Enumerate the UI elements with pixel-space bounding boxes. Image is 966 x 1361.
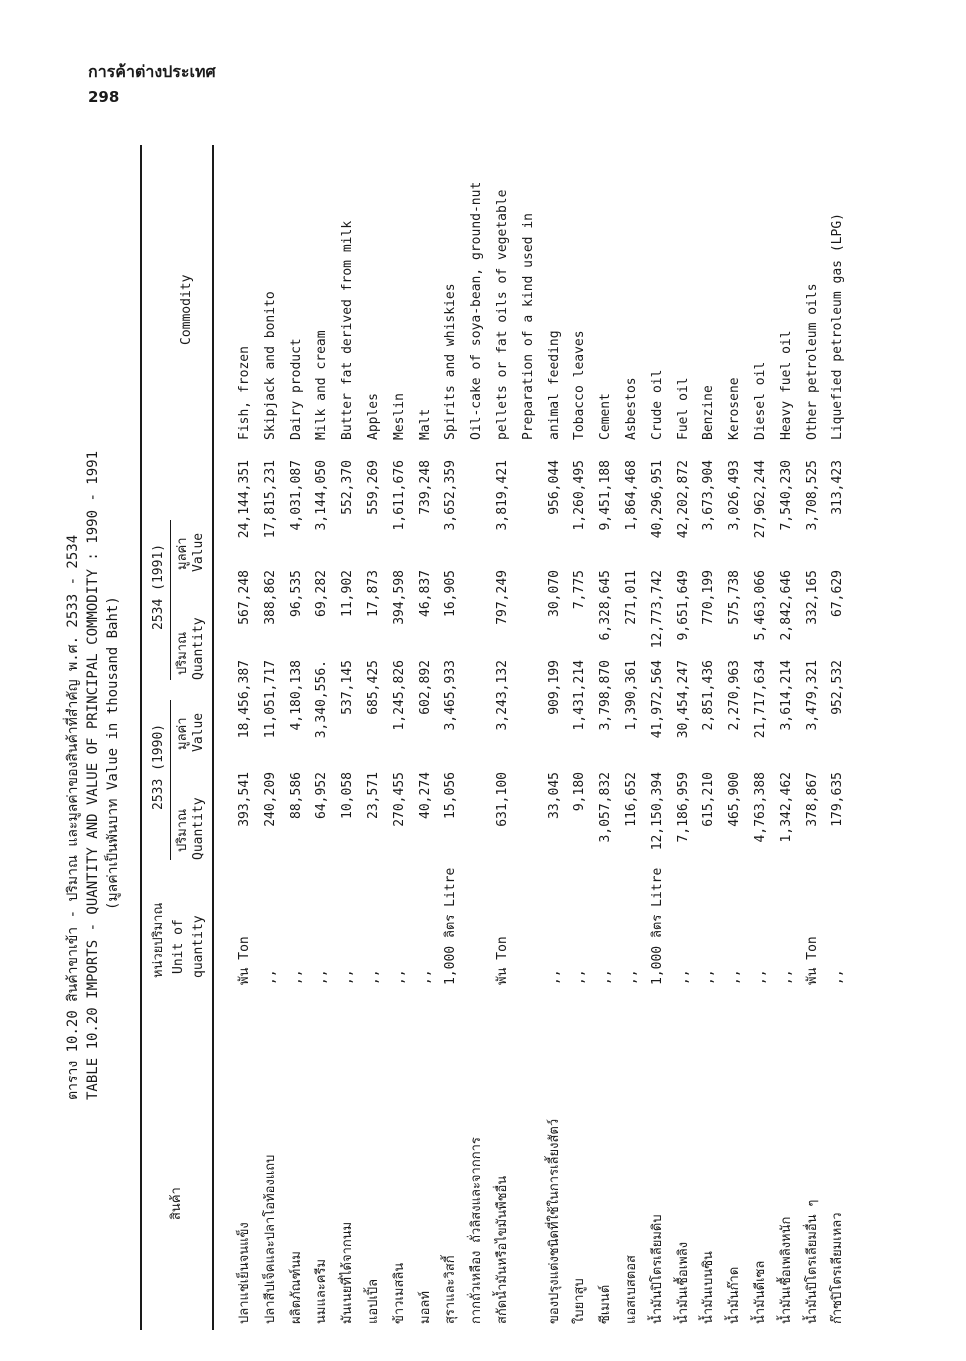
- commodity-en-cell: Crude oil: [649, 369, 665, 440]
- commodity-th-cell: มอลท์: [417, 1291, 433, 1324]
- header-val-en-1: Value: [191, 712, 206, 752]
- quantity-1990-cell: 10,058: [340, 772, 356, 819]
- value-1990-cell: 3,479,321: [804, 660, 820, 731]
- header-unit-en2: quantity: [191, 915, 206, 978]
- value-1991-cell: 313,423: [830, 460, 846, 515]
- value-1991-cell: 24,144,351: [237, 460, 252, 539]
- quantity-1990-cell: 270,455: [391, 772, 407, 827]
- commodity-th-cell: มันเนยที่ได้จากนม: [340, 1221, 356, 1324]
- quantity-1990-cell: 615,210: [701, 772, 717, 827]
- value-1991-cell: 7,540,230: [778, 460, 794, 531]
- quantity-1991-cell: 96,535: [288, 570, 304, 617]
- commodity-th-cell: ซีเมนต์: [598, 1284, 614, 1324]
- value-1991-cell: 4,031,087: [288, 460, 304, 531]
- commodity-en-cell: Cement: [598, 393, 614, 440]
- header-qty-en-2: Quantity: [191, 617, 206, 680]
- value-1991-cell: 1,864,468: [624, 460, 639, 531]
- value-1991-cell: 27,962,244: [753, 460, 768, 539]
- header-val-en-2: Value: [191, 532, 206, 572]
- year2-rule: [170, 520, 171, 680]
- commodity-th-cell: ข้าวเมสลิน: [391, 1262, 407, 1324]
- commodity-th-cell: สุราและวิสกี้: [443, 1255, 459, 1324]
- value-1990-cell: 537,145: [340, 660, 356, 715]
- quantity-1990-cell: 33,045: [546, 772, 562, 819]
- quantity-1990-cell: 179,635: [830, 772, 846, 827]
- header-unit-en1: Unit of: [171, 919, 186, 974]
- commodity-th-cell: ใบยาสูบ: [572, 1278, 588, 1324]
- value-1990-cell: 3,243,132: [495, 660, 510, 731]
- quantity-1990-cell: 12,150,394: [649, 772, 665, 851]
- commodity-th-cell: น้ำมันดีเซล: [753, 1260, 768, 1324]
- value-1991-cell: 17,815,231: [262, 460, 278, 539]
- value-1990-cell: 602,892: [417, 660, 433, 715]
- quantity-1990-cell: 15,056: [443, 772, 459, 819]
- quantity-1991-cell: 394,598: [391, 570, 407, 625]
- commodity-en-cell: animal feeding: [546, 330, 562, 440]
- commodity-en-cell: Liquefied petroleum gas (LPG): [830, 213, 846, 440]
- header-rule: [212, 145, 214, 1330]
- quantity-1991-cell: 67,629: [830, 570, 846, 617]
- unit-cell: 1,000 ลิตร Litre: [649, 867, 665, 985]
- quantity-1991-cell: 17,873: [366, 570, 381, 617]
- header-val-th-2: มูลค่า: [175, 537, 190, 570]
- commodity-en-cell: Fish, frozen: [237, 346, 252, 440]
- commodity-en-cell: Preparation of a kind used in: [520, 213, 536, 440]
- commodity-en-cell: Skipjack and bonito: [262, 291, 278, 440]
- quantity-1991-cell: 12,773,742: [649, 570, 665, 649]
- quantity-1991-cell: 16,905: [443, 570, 459, 617]
- commodity-th-cell: น้ำมันเชื้อเพลิงหนัก: [778, 1216, 794, 1324]
- commodity-en-cell: Other petroleum oils: [804, 283, 820, 440]
- unit-cell: ,,: [701, 969, 717, 985]
- page-number: 298: [88, 88, 120, 106]
- value-1990-cell: 952,532: [830, 660, 846, 715]
- header-val-th-1: มูลค่า: [175, 717, 190, 750]
- unit-cell: พัน Ton: [495, 936, 510, 985]
- header-qty-en-1: Quantity: [191, 797, 206, 860]
- value-1991-cell: 3,026,493: [727, 460, 743, 531]
- value-1991-cell: 739,248: [417, 460, 433, 515]
- header-year-1990: 2533 (1990): [151, 723, 166, 810]
- commodity-en-cell: Spirits and whiskies: [443, 283, 459, 440]
- quantity-1990-cell: 88,586: [288, 772, 304, 819]
- unit-cell: ,,: [727, 969, 743, 985]
- commodity-th-cell: ผลิตภัณฑ์นม: [288, 1251, 304, 1324]
- value-1991-cell: 1,611,676: [391, 460, 407, 531]
- commodity-en-cell: pellets or fat oils of vegetable: [495, 189, 510, 440]
- header-qty-th-1: ปริมาณ: [175, 808, 190, 852]
- unit-cell: ,,: [391, 969, 407, 985]
- commodity-en-cell: Kerosene: [727, 377, 743, 440]
- header-qty-th-2: ปริมาณ: [175, 631, 190, 675]
- quantity-1990-cell: 3,057,832: [598, 772, 614, 843]
- value-1990-cell: 685,425: [366, 660, 381, 715]
- commodity-en-cell: Asbestos: [624, 377, 639, 440]
- quantity-1991-cell: 7,775: [572, 570, 588, 610]
- quantity-1991-cell: 388,862: [262, 570, 278, 625]
- value-1991-cell: 3,144,050: [314, 460, 330, 531]
- quantity-1991-cell: 575,738: [727, 570, 743, 625]
- top-rule: [140, 145, 142, 1330]
- quantity-1990-cell: 465,900: [727, 772, 743, 827]
- quantity-1990-cell: 1,342,462: [778, 772, 794, 843]
- commodity-en-cell: Apples: [366, 393, 381, 440]
- quantity-1991-cell: 5,463,066: [753, 570, 768, 641]
- quantity-1991-cell: 11,902: [340, 570, 356, 617]
- quantity-1990-cell: 4,763,388: [753, 772, 768, 843]
- value-1991-cell: 3,673,904: [701, 460, 717, 531]
- commodity-en-cell: Diesel oil: [753, 361, 768, 440]
- quantity-1990-cell: 23,571: [366, 772, 381, 819]
- unit-cell: 1,000 ลิตร Litre: [443, 867, 459, 985]
- unit-cell: ,,: [262, 969, 278, 985]
- value-1990-cell: 2,270,963: [727, 660, 743, 731]
- quantity-1991-cell: 6,328,645: [598, 570, 614, 641]
- value-1991-cell: 956,044: [546, 460, 562, 515]
- value-1990-cell: 41,972,564: [649, 660, 665, 739]
- unit-cell: ,,: [675, 969, 691, 985]
- commodity-en-cell: Butter fat derived from milk: [340, 220, 356, 440]
- value-1991-cell: 552,370: [340, 460, 356, 515]
- commodity-en-cell: Milk and cream: [314, 330, 330, 440]
- quantity-1991-cell: 2,842,646: [778, 570, 794, 641]
- quantity-1991-cell: 30,070: [546, 570, 562, 617]
- quantity-1991-cell: 69,282: [314, 570, 330, 617]
- value-1991-cell: 559,269: [366, 460, 381, 515]
- quantity-1990-cell: 116,652: [624, 772, 639, 827]
- commodity-th-cell: น้ำมันเบนซิน: [701, 1251, 717, 1324]
- commodity-th-cell: ปลาแช่เย็นจนแข็ง: [237, 1222, 252, 1324]
- unit-cell: ,,: [340, 969, 356, 985]
- commodity-en-cell: Heavy fuel oil: [778, 330, 794, 440]
- quantity-1991-cell: 770,199: [701, 570, 717, 625]
- quantity-1990-cell: 378,867: [804, 772, 820, 827]
- value-1990-cell: 909,199: [546, 660, 562, 715]
- table-title-th: ตาราง 10.20 สินค้าขาเข้า - ปริมาณ และมูลค่าของสินค้าที่สำคัญ พ.ศ. 2533 - 2534: [65, 534, 81, 1100]
- value-1991-cell: 9,451,188: [598, 460, 614, 531]
- quantity-1990-cell: 64,952: [314, 772, 330, 819]
- table-title-en: TABLE 10.20 IMPORTS - QUANTITY AND VALUE OF PRINCIPAL COMMODITY : 1990 - 1991: [85, 450, 101, 1100]
- commodity-th-cell: สกัดน้ำมันหรือไขมันพืชอื่น: [495, 1175, 510, 1324]
- commodity-th-cell: น้ำมันปิโตรเลียมอื่น ๆ: [804, 1199, 820, 1324]
- header-commodity-th: สินค้า: [169, 1187, 184, 1220]
- value-1990-cell: 1,431,214: [572, 660, 588, 731]
- table-subtitle: (มูลค่าเป็นพันบาท Value in thousand Baht): [105, 596, 121, 910]
- quantity-1991-cell: 271,011: [624, 570, 639, 625]
- unit-cell: พัน Ton: [804, 936, 820, 985]
- value-1990-cell: 30,454,247: [675, 660, 691, 739]
- unit-cell: ,,: [624, 969, 639, 985]
- commodity-en-cell: Tobacco leaves: [572, 330, 588, 440]
- quantity-1990-cell: 9,180: [572, 772, 588, 812]
- commodity-th-cell: ก๊าซปิโตรเลียมเหลว: [830, 1212, 846, 1324]
- quantity-1990-cell: 40,274: [417, 772, 433, 819]
- quantity-1990-cell: 240,209: [262, 772, 278, 827]
- unit-cell: ,,: [572, 969, 588, 985]
- commodity-th-cell: แอสเบสตอส: [624, 1255, 639, 1324]
- value-1991-cell: 3,652,359: [443, 460, 459, 531]
- commodity-en-cell: Dairy product: [288, 338, 304, 440]
- commodity-en-cell: Fuel oil: [675, 377, 691, 440]
- value-1990-cell: 21,717,634: [753, 660, 768, 739]
- value-1991-cell: 1,260,495: [572, 460, 588, 531]
- unit-cell: ,,: [830, 969, 846, 985]
- commodity-th-cell: ปลาสีปเจ็คและปลาโอท้องแถบ: [262, 1154, 278, 1324]
- unit-cell: ,,: [366, 969, 381, 985]
- value-1990-cell: 1,245,826: [391, 660, 407, 731]
- quantity-1991-cell: 797,249: [495, 570, 510, 625]
- value-1991-cell: 40,296,951: [649, 460, 665, 539]
- value-1990-cell: 2,851,436: [701, 660, 717, 731]
- quantity-1991-cell: 567,248: [237, 570, 252, 625]
- quantity-1991-cell: 46,837: [417, 570, 433, 617]
- quantity-1991-cell: 9,651,649: [675, 570, 691, 641]
- header-year-1991: 2534 (1991): [151, 543, 166, 630]
- unit-cell: พัน Ton: [237, 936, 252, 985]
- commodity-th-cell: น้ำมันเชื้อเพลิง: [675, 1241, 691, 1324]
- commodity-th-cell: ของปรุงแต่งชนิดที่ใช้ในการเลี้ยงสัตว์: [546, 1118, 562, 1324]
- quantity-1990-cell: 393,541: [237, 772, 252, 827]
- commodity-th-cell: แอปเปิ้ล: [366, 1278, 381, 1324]
- value-1991-cell: 3,819,421: [495, 460, 510, 531]
- quantity-1991-cell: 332,165: [804, 570, 820, 625]
- value-1990-cell: 3,340,556.: [314, 660, 330, 739]
- value-1991-cell: 42,202,872: [675, 460, 691, 539]
- quantity-1990-cell: 631,100: [495, 772, 510, 827]
- commodity-en-cell: Benzine: [701, 385, 717, 440]
- unit-cell: ,,: [314, 969, 330, 985]
- year1-rule: [170, 700, 171, 860]
- unit-cell: ,,: [778, 969, 794, 985]
- commodity-en-cell: Oil-cake of soya-bean, ground-nut: [469, 181, 485, 440]
- commodity-th-cell: นมและครีม: [314, 1258, 330, 1324]
- rotated-table: [60, 140, 940, 1330]
- commodity-th-cell: กากถั่วเหลือง ถั่วลิสงและจากการ: [469, 1137, 485, 1324]
- commodity-th-cell: น้ำมันก๊าด: [727, 1266, 743, 1324]
- value-1990-cell: 3,798,870: [598, 660, 614, 731]
- commodity-th-cell: น้ำมันปิโตรเลียมดิบ: [649, 1214, 665, 1324]
- value-1990-cell: 11,051,717: [262, 660, 278, 739]
- commodity-en-cell: Meslin: [391, 393, 407, 440]
- unit-cell: ,,: [753, 969, 768, 985]
- value-1990-cell: 3,465,933: [443, 660, 459, 731]
- unit-cell: ,,: [546, 969, 562, 985]
- commodity-en-cell: Malt: [417, 408, 433, 440]
- quantity-1990-cell: 7,186,959: [675, 772, 691, 843]
- unit-cell: ,,: [417, 969, 433, 985]
- value-1990-cell: 18,456,387: [237, 660, 252, 739]
- value-1990-cell: 4,180,138: [288, 660, 304, 731]
- section-category: การค้าต่างประเทศ: [88, 62, 216, 81]
- value-1990-cell: 3,614,214: [778, 660, 794, 731]
- value-1991-cell: 3,708,525: [804, 460, 820, 531]
- unit-cell: ,,: [598, 969, 614, 985]
- header-commodity-en: Commodity: [179, 274, 194, 345]
- value-1990-cell: 1,390,361: [624, 660, 639, 731]
- unit-cell: ,,: [288, 969, 304, 985]
- header-unit-th: หน่วยปริมาณ: [151, 902, 166, 978]
